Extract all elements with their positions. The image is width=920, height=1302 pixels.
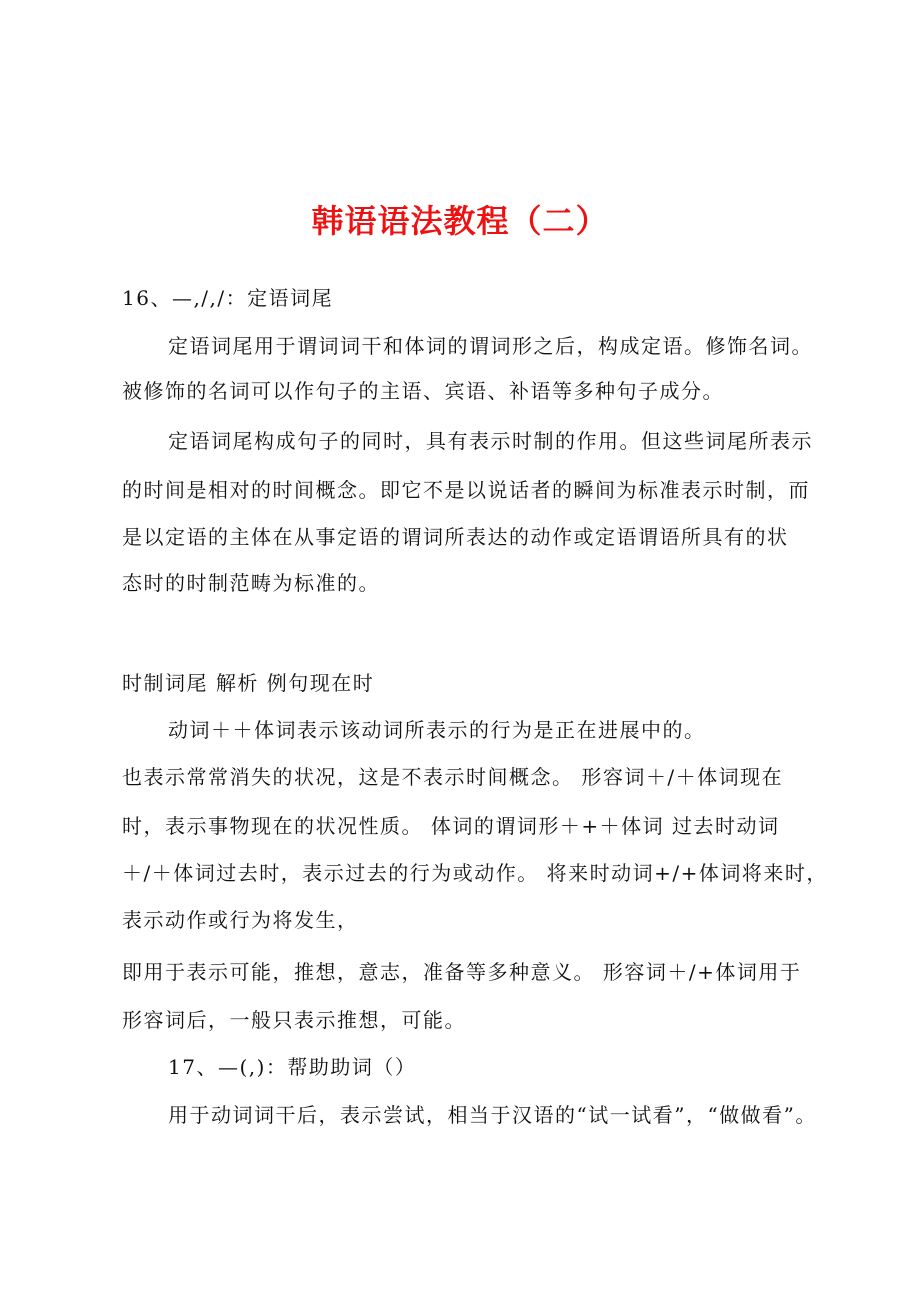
paragraph-line: 动词＋＋体词表示该动词所表示的行为是正在进展中的。: [168, 718, 706, 742]
section-17-heading: 17、—(,)：帮助助词（）: [168, 1055, 417, 1079]
paragraph-line: 即用于表示可能，推想，意志，准备等多种意义。 形容词＋/+体词用于: [122, 960, 802, 984]
paragraph-line: 是以定语的主体在从事定语的谓词所表达的动作或定语谓语所具有的状: [122, 525, 789, 549]
paragraph-line: 表示动作或行为将发生，: [122, 908, 359, 932]
paragraph-line: 用于动词词干后，表示尝试，相当于汉语的“试一试看”，“做做看”。: [168, 1103, 817, 1127]
document-title: 韩语语法教程（二）: [311, 202, 609, 240]
table-header-line: 时制词尾 解析 例句现在时: [122, 671, 375, 695]
paragraph-line: 态时的时制范畴为标准的。: [122, 571, 380, 595]
section-16-heading: 16、—,/,/：定语词尾: [122, 286, 334, 310]
paragraph-line: 定语词尾用于谓词词干和体词的谓词形之后，构成定语。修饰名词。: [168, 334, 813, 358]
paragraph-line: 定语词尾构成句子的同时，具有表示时制的作用。但这些词尾所表示: [168, 429, 813, 453]
paragraph-line: ＋/＋体词过去时，表示过去的行为或动作。 将来时动词+/+体词将来时，: [122, 861, 828, 885]
paragraph-line: 时，表示事物现在的状况性质。 体词的谓词形＋+＋体词 过去时动词: [122, 814, 780, 838]
paragraph-line: 的时间是相对的时间概念。即它不是以说话者的瞬间为标准表示时制，而: [122, 478, 810, 502]
paragraph-line: 形容词后，一般只表示推想，可能。: [122, 1008, 466, 1032]
paragraph-line: 也表示常常消失的状况，这是不表示时间概念。 形容词＋/＋体词现在: [122, 765, 784, 789]
paragraph-line: 被修饰的名词可以作句子的主语、宾语、补语等多种句子成分。: [122, 379, 724, 403]
